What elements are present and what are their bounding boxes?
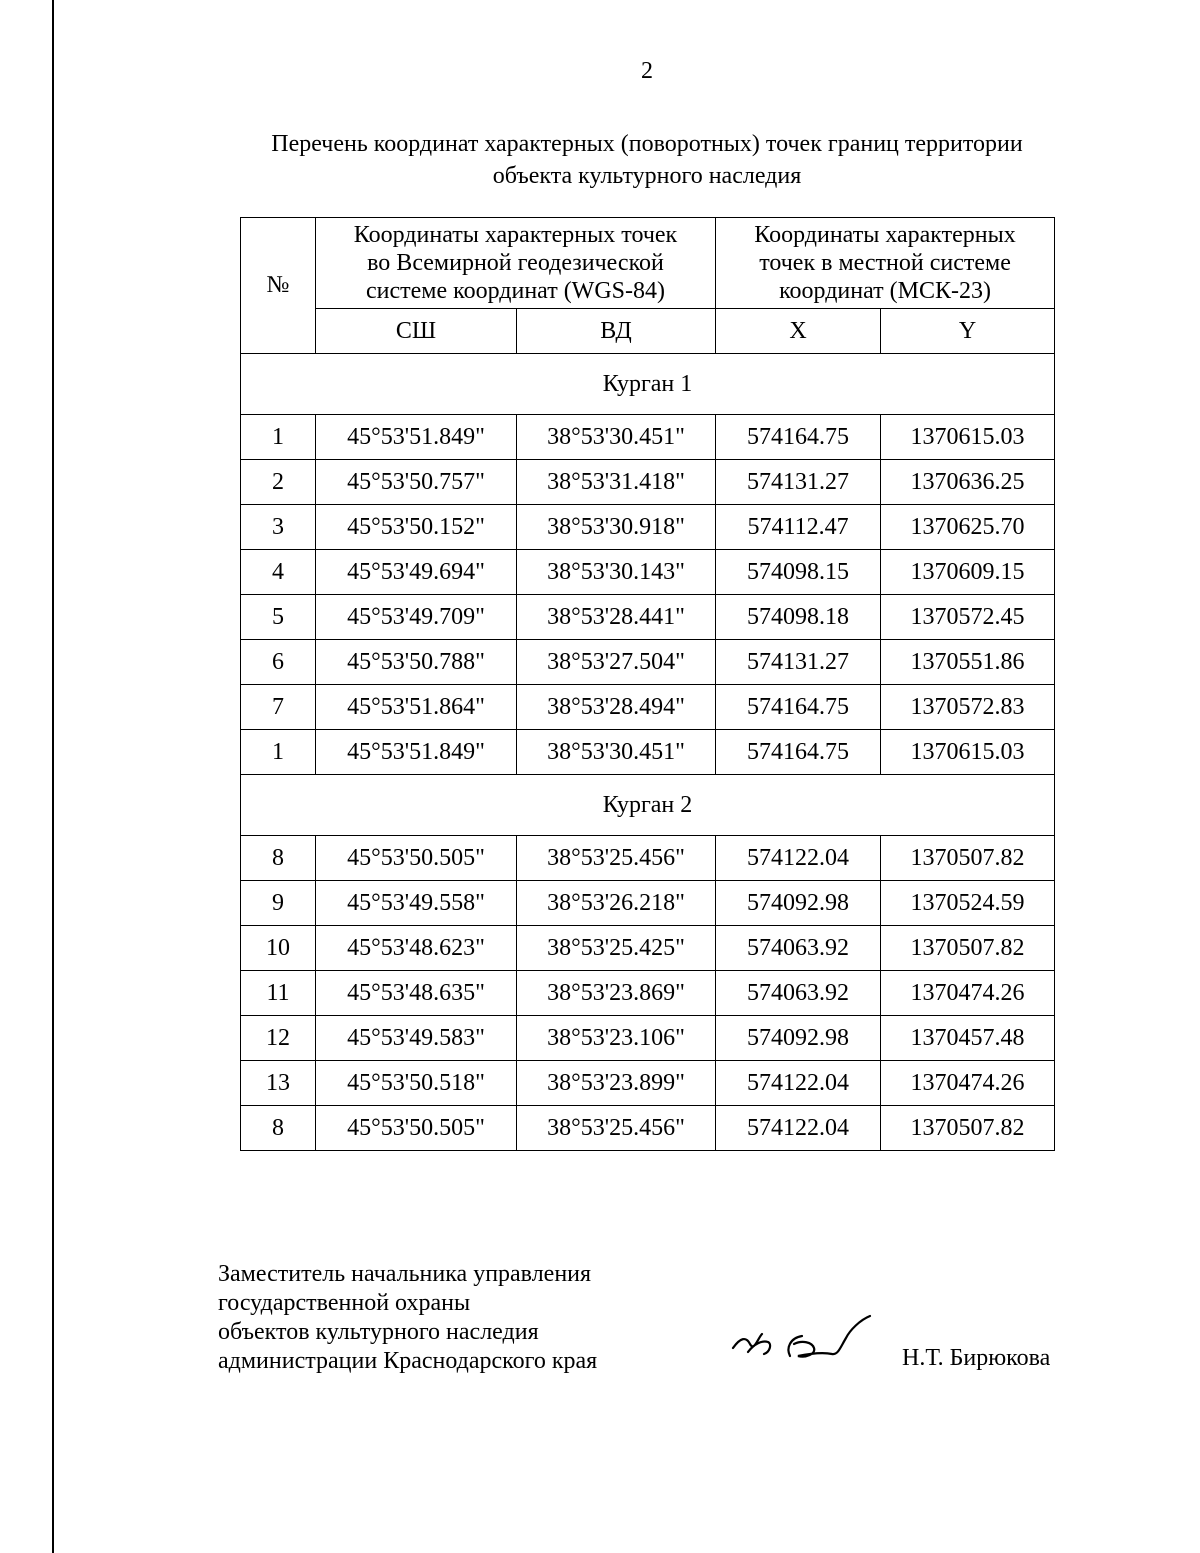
table-row xyxy=(241,1106,1055,1151)
title-line-2: объекта культурного наследия xyxy=(492,163,802,189)
header-number: № xyxy=(241,218,316,354)
cell-y: 1370551.86 xyxy=(881,640,1055,685)
header-x: X xyxy=(716,309,881,354)
cell-number: 7 xyxy=(241,685,316,730)
cell-x: 574098.15 xyxy=(716,550,881,595)
cell-longitude: 38°53'31.418" xyxy=(517,460,716,505)
cell-x: 574131.27 xyxy=(716,640,881,685)
cell-x: 574122.04 xyxy=(716,1106,881,1151)
document-title xyxy=(240,128,1054,192)
signatory-position xyxy=(218,1260,597,1376)
cell-y: 1370524.59 xyxy=(881,881,1055,926)
cell-y: 1370572.45 xyxy=(881,595,1055,640)
cell-y: 1370609.15 xyxy=(881,550,1055,595)
section-row xyxy=(241,775,1055,836)
cell-number: 1 xyxy=(241,730,316,775)
cell-latitude: 45°53'50.152" xyxy=(316,505,517,550)
table-body xyxy=(241,354,1055,1151)
cell-y: 1370625.70 xyxy=(881,505,1055,550)
cell-y: 1370457.48 xyxy=(881,1016,1055,1061)
cell-number: 2 xyxy=(241,460,316,505)
cell-latitude: 45°53'49.709" xyxy=(316,595,517,640)
table-row xyxy=(241,730,1055,775)
section-title: Курган 2 xyxy=(241,775,1055,836)
cell-x: 574164.75 xyxy=(716,685,881,730)
cell-longitude: 38°53'25.425" xyxy=(517,926,716,971)
cell-x: 574164.75 xyxy=(716,730,881,775)
header-latitude: СШ xyxy=(316,309,517,354)
position-line-2: государственной охраны xyxy=(218,1290,471,1316)
cell-y: 1370636.25 xyxy=(881,460,1055,505)
header-msk23-line-2: точек в местной системе xyxy=(759,250,1011,276)
table-row xyxy=(241,460,1055,505)
cell-number: 5 xyxy=(241,595,316,640)
table-row xyxy=(241,640,1055,685)
cell-longitude: 38°53'28.494" xyxy=(517,685,716,730)
cell-number: 4 xyxy=(241,550,316,595)
cell-y: 1370474.26 xyxy=(881,1061,1055,1106)
cell-x: 574122.04 xyxy=(716,836,881,881)
cell-y: 1370507.82 xyxy=(881,836,1055,881)
cell-number: 1 xyxy=(241,415,316,460)
page-number: 2 xyxy=(641,58,653,84)
handwritten-signature xyxy=(728,1308,878,1368)
cell-number: 8 xyxy=(241,836,316,881)
cell-longitude: 38°53'30.143" xyxy=(517,550,716,595)
header-msk23-line-1: Координаты характерных xyxy=(754,222,1016,248)
cell-number: 3 xyxy=(241,505,316,550)
cell-number: 9 xyxy=(241,881,316,926)
cell-y: 1370507.82 xyxy=(881,1106,1055,1151)
cell-latitude: 45°53'51.864" xyxy=(316,685,517,730)
cell-latitude: 45°53'50.757" xyxy=(316,460,517,505)
title-line-1: Перечень координат характерных (поворотных) точек границ территории xyxy=(271,131,1023,157)
cell-x: 574092.98 xyxy=(716,881,881,926)
table-row xyxy=(241,1061,1055,1106)
cell-y: 1370474.26 xyxy=(881,971,1055,1016)
header-msk23-group xyxy=(716,218,1055,309)
cell-y: 1370615.03 xyxy=(881,730,1055,775)
header-y: Y xyxy=(881,309,1055,354)
cell-latitude: 45°53'48.623" xyxy=(316,926,517,971)
cell-x: 574098.18 xyxy=(716,595,881,640)
cell-x: 574063.92 xyxy=(716,971,881,1016)
cell-longitude: 38°53'25.456" xyxy=(517,1106,716,1151)
header-wgs84-group xyxy=(316,218,716,309)
cell-longitude: 38°53'23.106" xyxy=(517,1016,716,1061)
cell-latitude: 45°53'49.694" xyxy=(316,550,517,595)
cell-latitude: 45°53'49.558" xyxy=(316,881,517,926)
coordinates-table xyxy=(240,217,1055,1151)
position-line-4: администрации Краснодарского края xyxy=(218,1348,598,1374)
cell-longitude: 38°53'30.451" xyxy=(517,730,716,775)
cell-number: 12 xyxy=(241,1016,316,1061)
position-line-3: объектов культурного наследия xyxy=(218,1319,539,1345)
cell-longitude: 38°53'28.441" xyxy=(517,595,716,640)
table-row xyxy=(241,505,1055,550)
cell-x: 574063.92 xyxy=(716,926,881,971)
left-margin-rule xyxy=(52,0,54,1553)
cell-y: 1370507.82 xyxy=(881,926,1055,971)
cell-x: 574092.98 xyxy=(716,1016,881,1061)
cell-latitude: 45°53'50.518" xyxy=(316,1061,517,1106)
cell-latitude: 45°53'49.583" xyxy=(316,1016,517,1061)
cell-longitude: 38°53'30.918" xyxy=(517,505,716,550)
cell-latitude: 45°53'51.849" xyxy=(316,415,517,460)
position-line-1: Заместитель начальника управления xyxy=(218,1261,592,1287)
header-msk23-line-3: координат (МСК-23) xyxy=(779,278,991,304)
table-row xyxy=(241,836,1055,881)
cell-longitude: 38°53'23.869" xyxy=(517,971,716,1016)
table-row xyxy=(241,926,1055,971)
table-row xyxy=(241,971,1055,1016)
cell-y: 1370572.83 xyxy=(881,685,1055,730)
table-row xyxy=(241,415,1055,460)
section-title: Курган 1 xyxy=(241,354,1055,415)
cell-x: 574122.04 xyxy=(716,1061,881,1106)
cell-latitude: 45°53'50.505" xyxy=(316,836,517,881)
header-longitude: ВД xyxy=(517,309,716,354)
cell-number: 11 xyxy=(241,971,316,1016)
cell-number: 13 xyxy=(241,1061,316,1106)
cell-x: 574112.47 xyxy=(716,505,881,550)
table-row xyxy=(241,550,1055,595)
signer-name: Н.Т. Бирюкова xyxy=(902,1345,1051,1371)
cell-number: 10 xyxy=(241,926,316,971)
cell-y: 1370615.03 xyxy=(881,415,1055,460)
table-row xyxy=(241,881,1055,926)
cell-longitude: 38°53'23.899" xyxy=(517,1061,716,1106)
cell-longitude: 38°53'27.504" xyxy=(517,640,716,685)
table-row xyxy=(241,595,1055,640)
header-wgs84-line-3: системе координат (WGS-84) xyxy=(366,278,665,304)
header-wgs84-line-2: во Всемирной геодезической xyxy=(367,250,664,276)
cell-longitude: 38°53'25.456" xyxy=(517,836,716,881)
table-row xyxy=(241,685,1055,730)
cell-number: 8 xyxy=(241,1106,316,1151)
cell-longitude: 38°53'26.218" xyxy=(517,881,716,926)
cell-number: 6 xyxy=(241,640,316,685)
cell-x: 574164.75 xyxy=(716,415,881,460)
cell-longitude: 38°53'30.451" xyxy=(517,415,716,460)
cell-latitude: 45°53'51.849" xyxy=(316,730,517,775)
table-row xyxy=(241,1016,1055,1061)
cell-latitude: 45°53'50.788" xyxy=(316,640,517,685)
cell-latitude: 45°53'50.505" xyxy=(316,1106,517,1151)
section-row xyxy=(241,354,1055,415)
cell-latitude: 45°53'48.635" xyxy=(316,971,517,1016)
header-wgs84-line-1: Координаты характерных точек xyxy=(353,222,678,248)
cell-x: 574131.27 xyxy=(716,460,881,505)
